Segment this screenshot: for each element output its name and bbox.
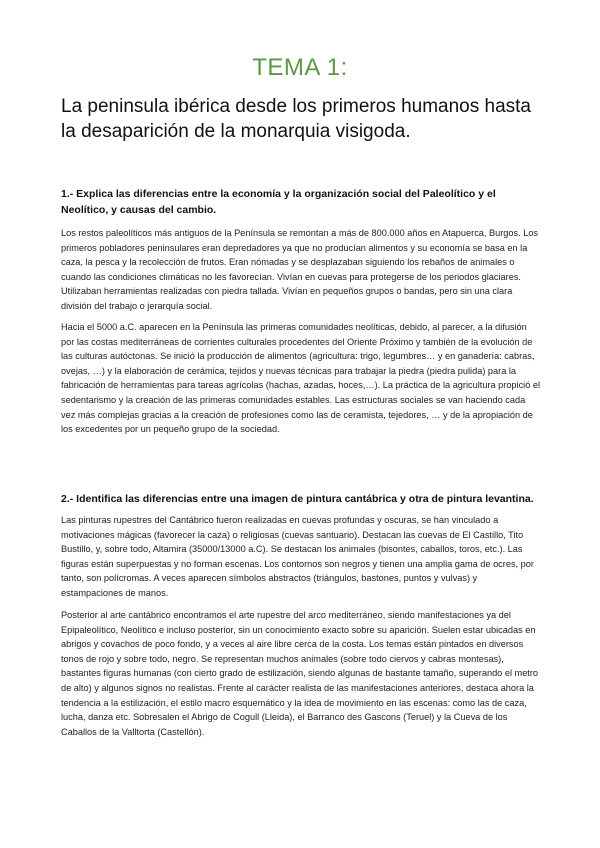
question-1: 1.- Explica las diferencias entre la economía y la organización social del Paleolítico y el Neolítico, y causas del cambio. xyxy=(61,188,496,216)
paragraph-1-1: Los restos paleolíticos más antiguos de la Península se remontan a más de 800.000 años en Atapuerca, Burgos. Los primeros pobladores peninsulares eran depredadores ya que no producían alimentos y su economía se basa en la caza, la pesca y la recolección de frutos. Eran nómadas y se desplazaban siguiendo los rebaños de animales o cuando las condiciones climáticas no les favorecían. Vivían en cuevas para protegerse de los periodos glaciares. Utilizaban herramientas realizadas con piedra tallada. Vivían en pequeños grupos o bandas, pero sin una clara división del trabajo o jerarquía social. xyxy=(61,228,539,311)
document-subtitle: La peninsula ibérica desde los primeros humanos hasta la desaparición de la monarquia visigoda. xyxy=(61,96,531,142)
paragraph-2-1: Las pinturas rupestres del Cantábrico fueron realizadas en cuevas profundas y oscuras, se han vinculado a motivaciones mágicas (favorecer la caza) o religiosas (cuevas santuario). Destacan las cuevas de El Castillo, Tito Bustillo, y, sobre todo, Altamira (35000/13000 a.C). Se destacan los animales (bisontes, caballos, toros, etc.). Las figuras están superpuestas y no forman escenas. Los contornos son negros y tienen una amplia gama de ocres, por tanto, son polícromas. A veces aparecen símbolos abstractos (triángulos, bastones, puntos y vulvas) y estampaciones de manos. xyxy=(61,515,534,598)
paragraph-2-2: Posterior al arte cantábrico encontramos el arte rupestre del arco mediterráneo, siendo manifestaciones ya del Epipaleolítico, Neolítico e incluso posterior, sin un conocimiento exacto sobre su aparición. Suelen estar ubicadas en abrigos y covachos de poco fondo, y a veces al aire libre cerca de la costa. Los temas están pintados en diversos tonos de rojo y sobre todo, negro. Se representan muchos animales (sobre todo ciervos y cabras montesas), bastantes figuras humanas (con cierto grado de estilización, siendo algunas de bastante tamaño, superando el metro de alto) y algunos signos no realistas. Frente al carácter realista de las manifestaciones anteriores, destaca ahora la tendencia a la estilización, el estilo macro esquemático y la idea de movimiento en las escenas: como las de caza, lucha, danza etc. Sobresalen el Abrigo de Cogull (Lleida), el Barranco des Gascons (Teruel) y la Cueva de los Caballos de la Valltorta (Castellón). xyxy=(61,610,539,737)
question-2: 2.- Identifica las diferencias entre una imagen de pintura cantábrica y otra de pintura levantina. xyxy=(61,493,534,505)
paragraph-1-2: Hacia el 5000 a.C. aparecen en la Península las primeras comunidades neolíticas, debido, al parecer, a la difusión por las costas mediterráneas de corrientes culturales procedentes del Oriente Próximo y también de la evolución de las culturas autóctonas. Se inició la producción de alimentos (agricultura: trigo, legumbres… y en ganadería: cabras, ovejas, …) y la elaboración de cerámica, tejidos y nuevas técnicas para trabajar la piedra (piedra pulida) para la fabricación de herramientas para tareas agrícolas (hachas, azadas, hoces,…). La práctica de la agricultura propició el sedentarismo y la creación de las primeras comunidades estables. Las estructuras sociales se van haciendo cada vez más complejas gracias a la creación de profesiones como las de ceramista, tejedores, … y de la apropiación de los excedentes por un pequeño grupo de la sociedad. xyxy=(61,322,541,435)
tema-heading: TEMA 1: xyxy=(252,54,348,81)
